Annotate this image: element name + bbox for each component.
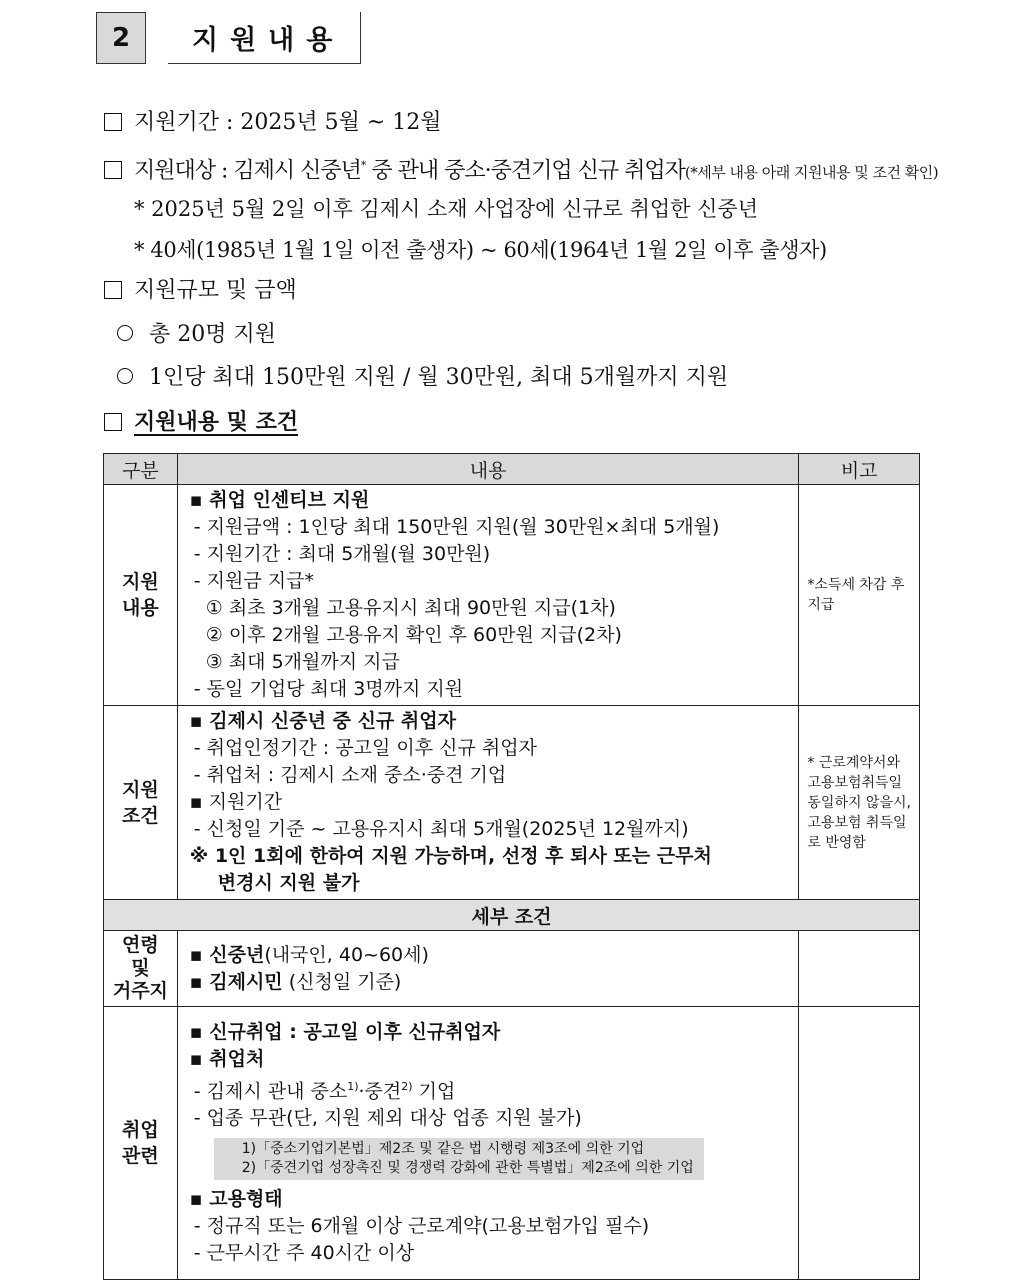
content-line: ▪ 취업처 [189, 1047, 265, 1070]
scale-item-2-text: 1인당 최대 150만원 지원 / 월 30만원, 최대 5개월까지 지원 [149, 365, 729, 390]
header-note: 비고 [799, 454, 920, 485]
support-condition-label [104, 706, 178, 900]
age-residence-cell [177, 931, 799, 1007]
footnote-box [214, 1138, 704, 1180]
target-text: 지원대상 : 김제시 신중년 [134, 158, 361, 184]
scale-line [104, 276, 297, 306]
content-line: ▪ 김제시 신중년 중 신규 취업자 [189, 710, 456, 732]
label-line: 연령 [122, 934, 159, 956]
checkbox-square-icon [104, 113, 122, 131]
label-line: 및 [131, 957, 150, 979]
content-line [190, 942, 799, 969]
circle-bullet-icon [117, 368, 133, 384]
detail-header-row [104, 900, 920, 931]
content-line: - 취업인정기간 : 공고일 이후 신규 취업자 [193, 737, 537, 759]
bold-text: ▪ 신중년 [189, 943, 265, 966]
content-line: ▪ 신규취업 : 공고일 이후 신규취업자 [189, 1020, 501, 1043]
support-content-label [104, 485, 178, 706]
content-line [190, 969, 799, 996]
text: 기업 [412, 1080, 456, 1103]
label-line: 거주지 [112, 980, 168, 1002]
content-line: - 동일 기업당 최대 3명까지 지원 [193, 678, 464, 700]
table-row [104, 706, 920, 900]
section-title: 지원내용 [168, 12, 361, 64]
header-content: 내용 [177, 454, 799, 485]
label-line: 조건 [122, 804, 159, 827]
support-content-cell [177, 485, 799, 706]
content-line: - 신청일 기준 ~ 고용유지시 최대 5개월(2025년 12월까지) [193, 818, 689, 840]
period-text: 지원기간 : 2025년 5월 ~ 12월 [134, 110, 442, 135]
footnote-ref: 1) [347, 1079, 359, 1093]
content-line: - 근무시간 주 40시간 이상 [193, 1242, 415, 1265]
label-line: 지원 [122, 778, 159, 801]
scale-item-1 [117, 320, 276, 350]
footnote-ref: 2) [401, 1079, 413, 1093]
bold-text: ▪ 김제시민 [189, 970, 283, 993]
checkbox-square-icon [104, 413, 122, 431]
text: (내국인, 40~60세) [264, 943, 429, 966]
content-line: - 정규직 또는 6개월 이상 근로계약(고용보험가입 필수) [193, 1215, 650, 1238]
employment-label [104, 1007, 178, 1280]
content-line [190, 1073, 799, 1105]
content-line: - 업종 무관(단, 지원 제외 대상 업종 지원 불가) [193, 1107, 582, 1130]
scale-item-1-text: 총 20명 지원 [149, 322, 276, 347]
period-line [104, 108, 442, 138]
detail-header: 세부 조건 [104, 900, 920, 931]
target-star: * [360, 159, 366, 172]
content-title [104, 407, 298, 437]
label-line: 내용 [122, 597, 159, 619]
text: (신청일 기준) [282, 970, 402, 993]
circle-bullet-icon [117, 325, 133, 341]
label-line: 관련 [122, 1145, 159, 1167]
label-line: 지원 [122, 571, 159, 593]
content-line: - 지원기간 : 최대 5개월(월 30만원) [193, 543, 491, 565]
warning-line: 변경시 지원 불가 [217, 872, 360, 894]
employment-note [799, 1007, 920, 1280]
support-condition-cell [177, 706, 799, 900]
table-header-row [104, 454, 920, 485]
content-line: ① 최초 3개월 고용유지시 최대 90만원 지급(1차) [205, 597, 616, 619]
content-line: ▪ 지원기간 [189, 791, 283, 813]
support-content-note: *소득세 차감 후 지급 [799, 485, 920, 706]
content-line: ▪ 취업 인센티브 지원 [189, 489, 370, 511]
footnote-line: 2)「중견기업 성장촉진 및 경쟁력 강화에 관한 특별법」제2조에 의한 기업 [241, 1160, 694, 1177]
footnote-line: 1)「중소기업기본법」제2조 및 같은 법 시행령 제3조에 의한 기업 [241, 1141, 645, 1158]
header-category: 구분 [104, 454, 178, 485]
warning-line: ※ 1인 1회에 한하여 지원 가능하며, 선정 후 퇴사 또는 근무처 [189, 845, 712, 867]
target-rest: 중 관내 중소·중견기업 신규 취업자 [365, 158, 685, 184]
scale-title: 지원규모 및 금액 [134, 278, 297, 303]
target-note: (*세부 내용 아래 지원내용 및 조건 확인) [684, 163, 939, 182]
target-sub2: * 40세(1985년 1월 1일 이전 출생자) ~ 60세(1964년 1월 2일 이후 출생자) [134, 238, 827, 262]
target-line [104, 151, 938, 187]
age-residence-label [104, 931, 178, 1007]
content-line: ② 이후 2개월 고용유지 확인 후 60만원 지급(2차) [205, 624, 622, 646]
content-line: - 지원금 지급* [193, 570, 314, 592]
scale-item-2 [117, 363, 728, 393]
support-table [103, 453, 920, 1280]
section-number: 2 [96, 12, 146, 64]
content-line: - 취업처 : 김제시 소재 중소·중견 기업 [193, 764, 507, 786]
checkbox-square-icon [104, 281, 122, 299]
table-row [104, 1007, 920, 1280]
employment-cell [177, 1007, 799, 1280]
text: ·중견 [358, 1080, 402, 1103]
label-line: 취업 [122, 1119, 159, 1141]
text: - 김제시 관내 중소 [193, 1080, 348, 1103]
content-title-text: 지원내용 및 조건 [134, 409, 299, 435]
content-line: - 지원금액 : 1인당 최대 150만원 지원(월 30만원×최대 5개월) [193, 516, 720, 538]
content-line: ③ 최대 5개월까지 지급 [205, 651, 400, 673]
age-residence-note [799, 931, 920, 1007]
content-line: ▪ 고용형태 [189, 1188, 283, 1211]
table-row [104, 931, 920, 1007]
target-sub1: * 2025년 5월 2일 이후 김제시 소재 사업장에 신규로 취업한 신중년 [134, 197, 758, 221]
checkbox-square-icon [104, 161, 122, 179]
support-condition-note: * 근로계약서와 고용보험취득일 동일하지 않을시, 고용보험 취득일로 반영함 [799, 706, 920, 900]
table-row [104, 485, 920, 706]
